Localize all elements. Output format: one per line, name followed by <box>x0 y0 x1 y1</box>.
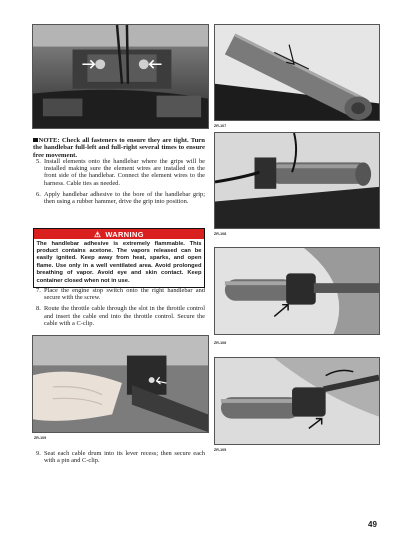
figure-grip-photo <box>214 24 380 121</box>
warning-body: The handlebar adhesive is extremely flammable. This product contains acetone. The vapors released can be easily ignited. Keep away from heat, sparks, and open flame. Use only in a well ventilated area. Avoid prolonged breathing of vapor. Avoid eye and skin contact. Keep container closed when not in use. <box>36 240 202 284</box>
note-bullet-icon <box>33 138 38 143</box>
note-text: NOTE: Check all fasteners to ensure they are tight. Turn the handlebar full-left and full-right several times to ensure free movement. <box>33 137 205 159</box>
warning-title: WARNING <box>105 229 144 239</box>
step-text: Seat each cable drum into its lever recess; then secure each with a pin and C-clip. <box>44 450 205 465</box>
figure-throttle-photo <box>214 357 380 445</box>
figure-label: ZR-108 <box>214 232 227 236</box>
steps-block-b <box>33 287 205 331</box>
step-item <box>33 287 205 301</box>
warning-triangle-icon: ⚠ <box>94 229 102 239</box>
note-paragraph <box>33 137 205 159</box>
warning-box <box>33 228 205 288</box>
warning-header <box>34 229 204 239</box>
figure-handlebar-clamp-photo <box>32 24 209 129</box>
figure-label: ZJ0111 <box>34 124 47 128</box>
step-item <box>33 191 205 205</box>
steps-block-c <box>33 450 205 468</box>
figure-label: ZR-105 <box>214 448 227 452</box>
step-number: 7. <box>36 287 41 294</box>
step-item <box>33 158 205 187</box>
steps-block-a <box>33 158 205 209</box>
figure-grip-wires-photo <box>214 132 380 229</box>
step-text: Route the throttle cable through the slot in the throttle control and insert the cable end into the throttle control. Secure the cable with a C-clip. <box>44 305 205 327</box>
figure-label: ZR-107 <box>214 124 227 128</box>
page-number: 49 <box>368 520 377 529</box>
figure-hand-install-photo <box>32 335 209 433</box>
figure-label: ZR-109 <box>34 436 47 440</box>
step-text: Place the engine stop switch onto the right handlebar and secure with the screw. <box>44 287 205 302</box>
step-number: 9. <box>36 450 41 457</box>
step-number: 6. <box>36 190 41 198</box>
step-number: 5. <box>36 158 41 165</box>
step-text: Install elements onto the handlebar where the grips will be installed making sure the element wires are installed on the front side of the handlebar. Connect the element wires to the harness. Cable ties as needed. <box>44 158 205 187</box>
step-item <box>33 305 205 327</box>
step-number: 8. <box>36 305 41 313</box>
figure-stop-switch-photo <box>214 247 380 335</box>
step-text: Apply handlebar adhesive to the bore of the handlebar grip; then using a rubber hammer, drive the grip into position. <box>44 190 205 206</box>
step-item <box>33 450 205 464</box>
figure-label: ZR-106 <box>214 341 227 345</box>
